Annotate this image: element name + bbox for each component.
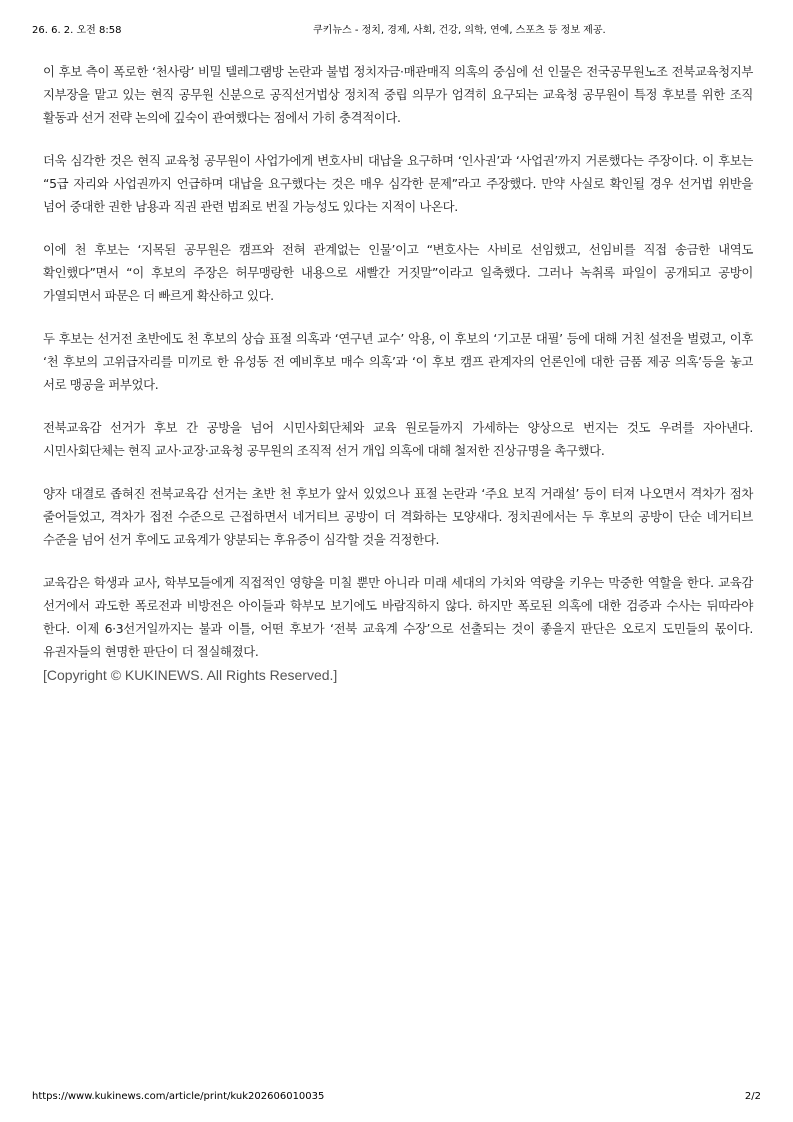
article-paragraph: 교육감은 학생과 교사, 학부모들에게 직접적인 영향을 미칠 뿐만 아니라 미래 세대의 가치와 역량을 키우는 막중한 역할을 한다. 교육감 선거에서 과도한 폭로전과 비방전은 아이들과 학부모 보기에도 바람직하지 않다. 하지만 폭로된 의혹에 대한 검증과 수사는 뒤따라야 한다. 이제 6·3선거일까지는 불과 이틀, 어떤 후보가 ‘전북 교육계 수장’으로 선출되는 것이 좋을지 판단은 오로지 도민들의 몫이다. 유권자들의 현명한 판단이 더 절실해졌다. [43, 575, 753, 659]
print-date: 26. 6. 2. 오전 8:58 [32, 25, 122, 36]
print-page-title: 쿠키뉴스 - 정치, 경제, 사회, 건강, 의학, 연예, 스포츠 등 정보 제공. [313, 25, 606, 36]
article-paragraph: 더욱 심각한 것은 현직 교육청 공무원이 사업가에게 변호사비 대납을 요구하며 ‘인사권’과 ‘사업권’까지 거론했다는 주장이다. 이 후보는 “5급 자리와 사업권까지 언급하며 대납을 요구했다는 것은 매우 심각한 문제”라고 주장했다. 만약 사실로 확인될 경우 선거법 위반을 넘어 중대한 권한 남용과 직권 관련 범죄로 번질 가능성도 있다는 지적이 나온다. [43, 153, 753, 214]
article-paragraph: 두 후보는 선거전 초반에도 천 후보의 상습 표절 의혹과 ‘연구년 교수’ 악용, 이 후보의 ‘기고문 대필’ 등에 대해 거친 설전을 벌렸고, 이후 ‘천 후보의 고위급자리를 미끼로 한 유성동 전 예비후보 매수 의혹’과 ‘이 후보 캠프 관계자의 언론인에 대한 금품 제공 의혹’등을 놓고 서로 맹공을 퍼부었다. [43, 331, 753, 392]
print-url: https://www.kukinews.com/article/print/kuk202606010035 [32, 1091, 325, 1102]
article-body [43, 60, 753, 683]
copyright-notice: [Copyright © KUKINEWS. All Rights Reserved.] [43, 667, 338, 683]
print-footer [32, 1091, 761, 1105]
page-number: 2/2 [744, 1091, 761, 1102]
article-paragraph: 이 후보 측이 폭로한 ‘천사랑’ 비밀 텔레그램방 논란과 불법 정치자금·매관매직 의혹의 중심에 선 인물은 전국공무원노조 전북교육청지부 지부장을 맡고 있는 현직 공무원 신분으로 공직선거법상 정치적 중립 의무가 엄격히 요구되는 교육청 공무원이 특정 후보를 위한 조직 활동과 선거 전략 논의에 깊숙이 관여했다는 점에서 가히 충격적이다. [43, 64, 753, 125]
article-paragraph: 이에 천 후보는 ‘지목된 공무원은 캠프와 전혀 관계없는 인물’이고 “변호사는 사비로 선임했고, 선임비를 직접 송금한 내역도 확인했다”면서 “이 후보의 주장은 허무맹랑한 내용으로 새빨간 거짓말”이라고 일축했다. 그러나 녹취록 파일이 공개되고 공방이 가열되면서 파문은 더 빠르게 확산하고 있다. [43, 242, 753, 303]
article-paragraph: 양자 대결로 좁혀진 전북교육감 선거는 초반 천 후보가 앞서 있었으나 표절 논란과 ‘주요 보직 거래설’ 등이 터져 나오면서 격차가 점차 줄어들었고, 격차가 접전 수준으로 근접하면서 네거티브 공방이 더 격화하는 모양새다. 정치권에서는 두 후보의 공방이 단순 네거티브 수준을 넘어 선거 후에도 교육계가 양분되는 후유증이 심각할 것을 걱정한다. [43, 486, 753, 547]
article-paragraph: 전북교육감 선거가 후보 간 공방을 넘어 시민사회단체와 교육 원로들까지 가세하는 양상으로 번지는 것도 우려를 자아낸다. 시민사회단체는 현직 교사·교장·교육청 공무원의 조직적 선거 개입 의혹에 대해 철저한 진상규명을 촉구했다. [43, 420, 753, 458]
print-header [32, 21, 761, 35]
